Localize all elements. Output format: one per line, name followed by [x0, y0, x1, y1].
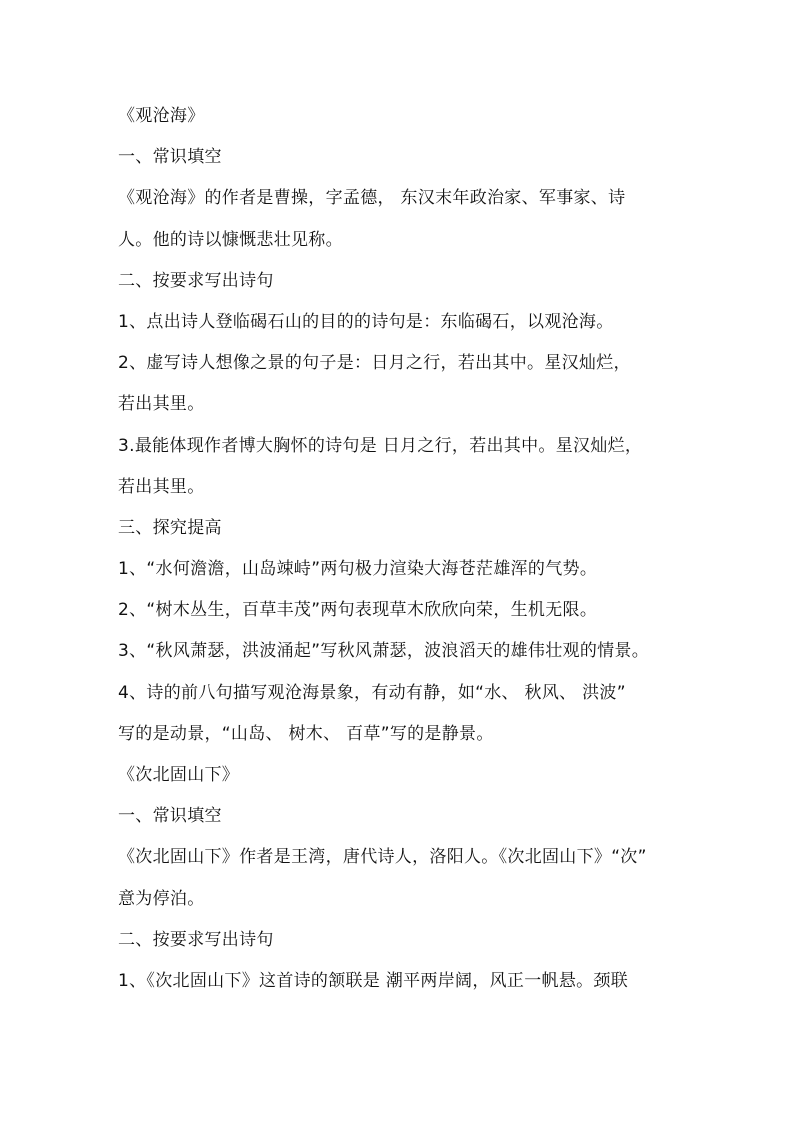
- poem-title: 《次北固山下》: [118, 765, 240, 785]
- paragraph-line: 2、“树木丛生，百草丰茂”两句表现草木欣欣向荣，生机无限。: [118, 600, 598, 621]
- document-body: [118, 96, 688, 1002]
- paragraph-line: 意为停泊。: [118, 888, 205, 909]
- paragraph-line: 2、虚写诗人想像之景的句子是：日月之行，若出其中。星汉灿烂，: [118, 353, 631, 374]
- section-heading: 三、探究提高: [118, 517, 222, 538]
- poem-title: 《观沧海》: [118, 106, 205, 126]
- paragraph-line: 写的是动景，“山岛、 树木、 百草”写的是静景。: [118, 723, 494, 744]
- paragraph-line: 1、《次北固山下》这首诗的颔联是 潮平两岸阔，风正一帆悬。颈联: [118, 970, 629, 991]
- paragraph-line: 人。他的诗以慷慨悲壮见称。: [118, 229, 343, 250]
- paragraph-line: 《观沧海》的作者是曹操，字孟德， 东汉末年政治家、军事家、诗: [118, 188, 626, 209]
- paragraph-line: 1、点出诗人登临碣石山的目的的诗句是：东临碣石，以观沧海。: [118, 311, 614, 332]
- paragraph-line: 3、“秋风萧瑟，洪波涌起”写秋风萧瑟，波浪滔天的雄伟壮观的情景。: [118, 641, 650, 662]
- paragraph-line: 《次北固山下》作者是王湾，唐代诗人，洛阳人。《次北固山下》“次”: [118, 847, 647, 868]
- paragraph-line: 1、“水何澹澹，山岛竦峙”两句极力渲染大海苍茫雄浑的气势。: [118, 559, 598, 580]
- paragraph-line: 若出其里。: [118, 476, 205, 497]
- section-heading: 二、按要求写出诗句: [118, 270, 274, 291]
- section-heading: 二、按要求写出诗句: [118, 929, 274, 950]
- paragraph-line: 3.最能体现作者博大胸怀的诗句是 日月之行，若出其中。星汉灿烂，: [118, 435, 643, 456]
- paragraph-line: 4、诗的前八句描写观沧海景象，有动有静，如“水、 秋风、 洪波”: [118, 682, 626, 703]
- paragraph-line: 若出其里。: [118, 394, 205, 415]
- section-heading: 一、常识填空: [118, 147, 222, 168]
- section-heading: 一、常识填空: [118, 806, 222, 827]
